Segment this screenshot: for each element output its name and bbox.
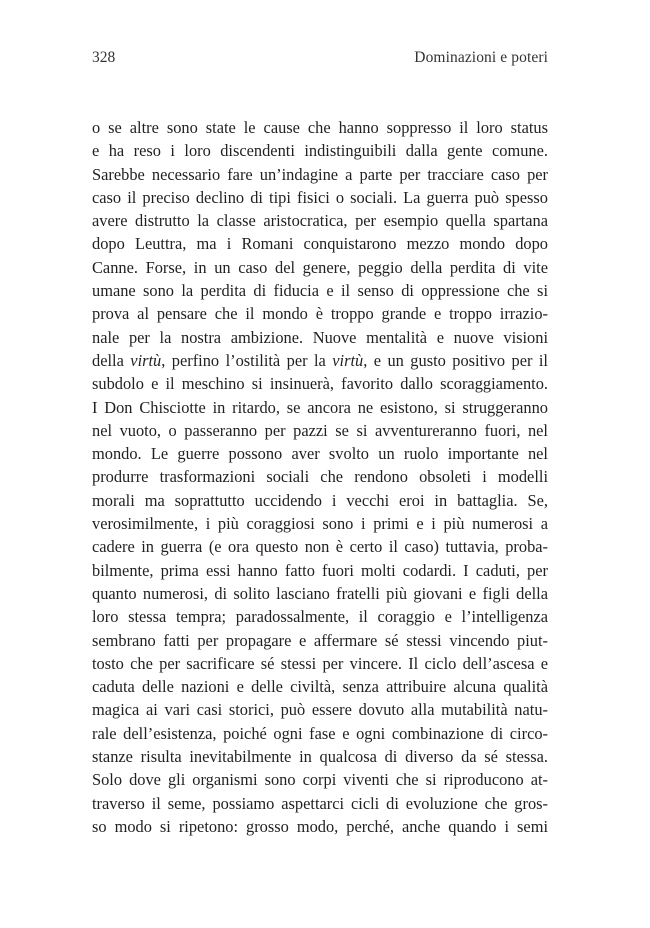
text-run: , perfino l’ostilità per la: [161, 350, 333, 370]
text-line: [92, 535, 548, 558]
text-run: loro stessa tempra; paradossalmente, il coraggio e l’intelligenza: [92, 607, 548, 627]
text-line: [92, 372, 548, 395]
text-run: umane sono la perdita di fiducia e il senso di oppressione che si: [92, 281, 548, 301]
body-text: [92, 116, 548, 838]
text-run: bilmente, prima essi hanno fatto fuori molti codardi. I caduti, per: [92, 560, 548, 580]
text-run: quanto numerosi, di solito lasciano fratelli più giovani e figli della: [92, 583, 548, 603]
text-run: nel vuoto, o passeranno per pazzi se si avventureranno fuori, nel: [92, 420, 548, 440]
text-run: morali ma soprattutto uccidendo i vecchi eroi in battaglia. Se,: [92, 490, 548, 510]
text-line: [92, 675, 548, 698]
text-run: stanze risulta inevitabilmente in qualcosa di diverso da sé stessa.: [92, 747, 548, 767]
text-run: mondo. Le guerre possono aver svolto un ruolo importante nel: [92, 444, 548, 464]
text-run: verosimilmente, i più coraggiosi sono i primi e i più numerosi a: [92, 514, 548, 534]
text-line: [92, 629, 548, 652]
text-line: [92, 698, 548, 721]
text-line: [92, 815, 548, 838]
text-line: [92, 116, 548, 139]
text-line: [92, 186, 548, 209]
text-line: [92, 302, 548, 325]
text-run: della: [92, 350, 131, 370]
text-run: I Don Chisciotte in ritardo, se ancora ne esistono, si struggeranno: [92, 397, 548, 417]
running-head: [92, 46, 548, 70]
text-line: [92, 582, 548, 605]
text-run: e ha reso i loro discendenti indistinguibili dalla gente comune.: [92, 141, 548, 161]
text-run: cadere in guerra (e ora questo non è certo il caso) tuttavia, proba-: [92, 537, 548, 557]
text-line: [92, 559, 548, 582]
page-number: 328: [92, 49, 116, 66]
text-run: avere distrutto la classe aristocratica, per esempio quella spartana: [92, 211, 548, 231]
text-run: nale per la nostra ambizione. Nuove mentalità e nuove visioni: [92, 327, 548, 347]
text-line: [92, 792, 548, 815]
text-line: [92, 768, 548, 791]
text-run: caduta delle nazioni e delle civiltà, senza attribuire alcuna qualità: [92, 677, 548, 697]
text-line: [92, 512, 548, 535]
text-run: o se altre sono state le cause che hanno soppresso il loro status: [92, 118, 548, 137]
text-line: [92, 232, 548, 255]
text-run: so modo si ripetono: grosso modo, perché, anche quando i semi: [92, 816, 548, 836]
text-line: [92, 256, 548, 279]
italic-text: virtù: [130, 350, 162, 370]
text-line: [92, 442, 548, 465]
text-line: [92, 605, 548, 628]
text-line: [92, 489, 548, 512]
text-line: [92, 349, 548, 372]
text-run: Sarebbe necessario fare un’indagine a parte per tracciare caso per: [92, 164, 548, 184]
text-line: [92, 139, 548, 162]
text-line: [92, 722, 548, 745]
text-run: traverso il seme, possiamo aspettarci cicli di evoluzione che gros-: [92, 793, 548, 813]
text-run: produrre trasformazioni sociali che rendono obsoleti i modelli: [92, 467, 548, 487]
text-run: dopo Leuttra, ma i Romani conquistarono mezzo mondo dopo: [92, 234, 548, 254]
text-line: [92, 419, 548, 442]
text-line: [92, 326, 548, 349]
text-line: [92, 465, 548, 488]
text-run: Solo dove gli organismi sono corpi viventi che si riproducono at-: [92, 770, 548, 790]
text-line: [92, 396, 548, 419]
text-line: [92, 209, 548, 232]
text-run: subdolo e il meschino si insinuerà, favorito dallo scoraggiamento.: [92, 374, 548, 394]
text-run: caso il preciso declino di tipi fisici o sociali. La guerra può spesso: [92, 187, 548, 207]
text-line: [92, 652, 548, 675]
text-run: , e un gusto positivo per il: [363, 350, 548, 370]
text-line: [92, 279, 548, 302]
text-run: Canne. Forse, in un caso del genere, peggio della perdita di vite: [92, 257, 548, 277]
italic-text: virtù: [332, 350, 364, 370]
text-run: rale dell’esistenza, poiché ogni fase e ogni combinazione di circo-: [92, 723, 548, 743]
text-line: [92, 163, 548, 186]
chapter-title: Dominazioni e poteri: [414, 49, 548, 66]
text-run: tosto che per sacrificare sé stessi per vincere. Il ciclo dell’ascesa e: [92, 653, 548, 673]
text-run: sembrano fatti per propagare e affermare sé stessi vincendo piut-: [92, 630, 548, 650]
text-run: prova al pensare che il mondo è troppo grande e troppo irrazio-: [92, 304, 548, 324]
text-run: magica ai vari casi storici, può essere dovuto alla mutabilità natu-: [92, 700, 548, 720]
text-line: [92, 745, 548, 768]
